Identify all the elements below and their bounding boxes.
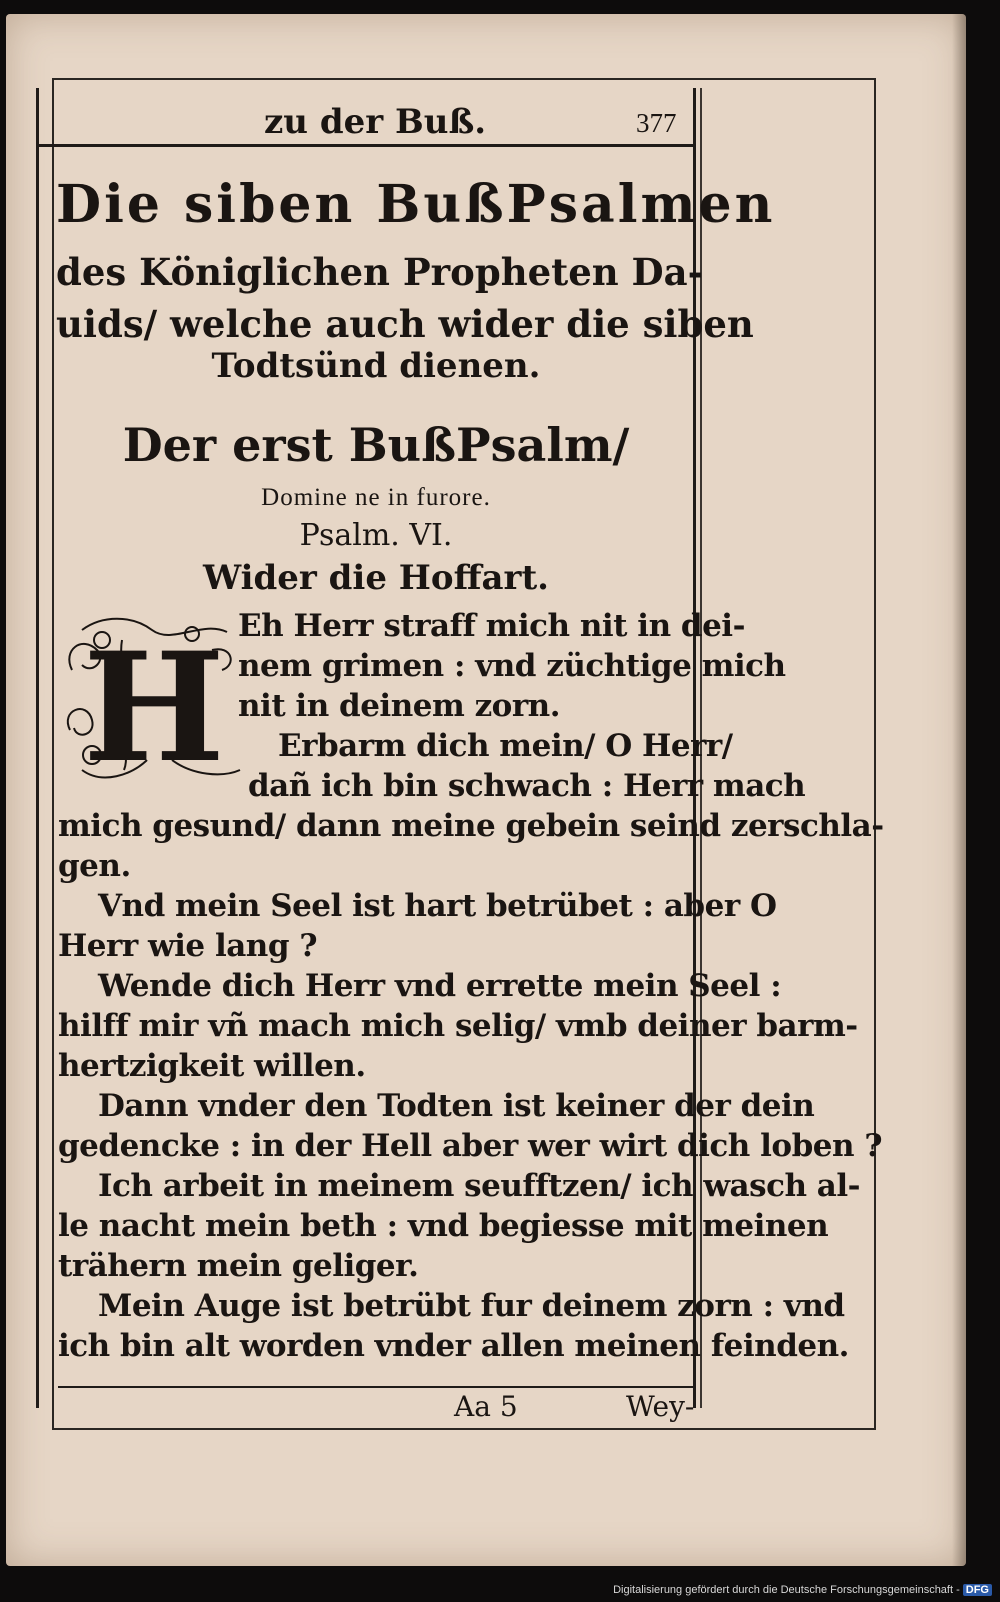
body-line: nem grimen : vnd züchtige mich — [238, 648, 786, 684]
body-line: Ich arbeit in meinem seufftzen/ ich wasch al- — [98, 1168, 861, 1204]
body-line: Erbarm dich mein/ O Herr/ — [278, 728, 733, 764]
digitization-credit — [613, 1584, 992, 1596]
title-line: des Königlichen Propheten Da- — [56, 250, 703, 294]
latin-incipit: Domine ne in furore. — [261, 484, 491, 511]
title-line: uids/ welche auch wider die siben — [56, 302, 754, 346]
drop-cap-letter: H — [83, 620, 225, 790]
dfg-logo: DFG — [963, 1584, 992, 1596]
body-line: gen. — [58, 848, 131, 884]
header-rule — [36, 144, 696, 147]
credit-text: Digitalisierung gefördert durch die Deutsche Forschungsgemeinschaft - — [613, 1584, 960, 1596]
body-line: gedencke : in der Hell aber wer wirt dich loben ? — [58, 1128, 882, 1164]
body-line: dañ ich bin schwach : Herr mach — [248, 768, 806, 804]
body-line: Herr wie lang ? — [58, 928, 317, 964]
running-head: zu der Buß. — [264, 102, 487, 142]
page-number: 377 — [636, 108, 677, 138]
body-line: ich bin alt worden vnder allen meinen feinden. — [58, 1328, 849, 1364]
footer-rule — [58, 1386, 694, 1388]
body-line: hertzigkeit willen. — [58, 1048, 366, 1084]
sin-subtitle: Wider die Hoffart. — [202, 558, 549, 598]
title-line: Todtsünd dienen. — [211, 346, 541, 386]
body-line: mich gesund/ dann meine gebein seind zerschla- — [58, 808, 884, 844]
body-line: le nacht mein beth : vnd begiesse mit meinen — [58, 1208, 829, 1244]
catchword: Wey- — [626, 1390, 695, 1423]
body-line: Mein Auge ist betrübt fur deinem zorn : vnd — [98, 1288, 845, 1324]
signature-mark: Aa 5 — [454, 1390, 518, 1423]
book-page — [6, 14, 966, 1566]
title-line: Die siben BußPsalmen — [56, 174, 776, 235]
body-line: hilff mir vñ mach mich selig/ vmb deiner barm- — [58, 1008, 858, 1044]
body-line: Wende dich Herr vnd errette mein Seel : — [98, 968, 782, 1004]
body-line: trähern mein geliger. — [58, 1248, 419, 1284]
bottom-frame-rule — [52, 1428, 874, 1430]
body-line: nit in deinem zorn. — [238, 688, 561, 724]
body-line: Dann vnder den Todten ist keiner der dein — [98, 1088, 815, 1124]
decorated-initial — [62, 610, 242, 790]
body-line: Eh Herr straff mich nit in dei- — [238, 608, 745, 644]
psalm-heading: Der erst BußPsalm/ — [122, 418, 630, 472]
body-line: Vnd mein Seel ist hart betrübet : aber O — [98, 888, 777, 924]
psalm-number: Psalm. VI. — [299, 518, 453, 553]
